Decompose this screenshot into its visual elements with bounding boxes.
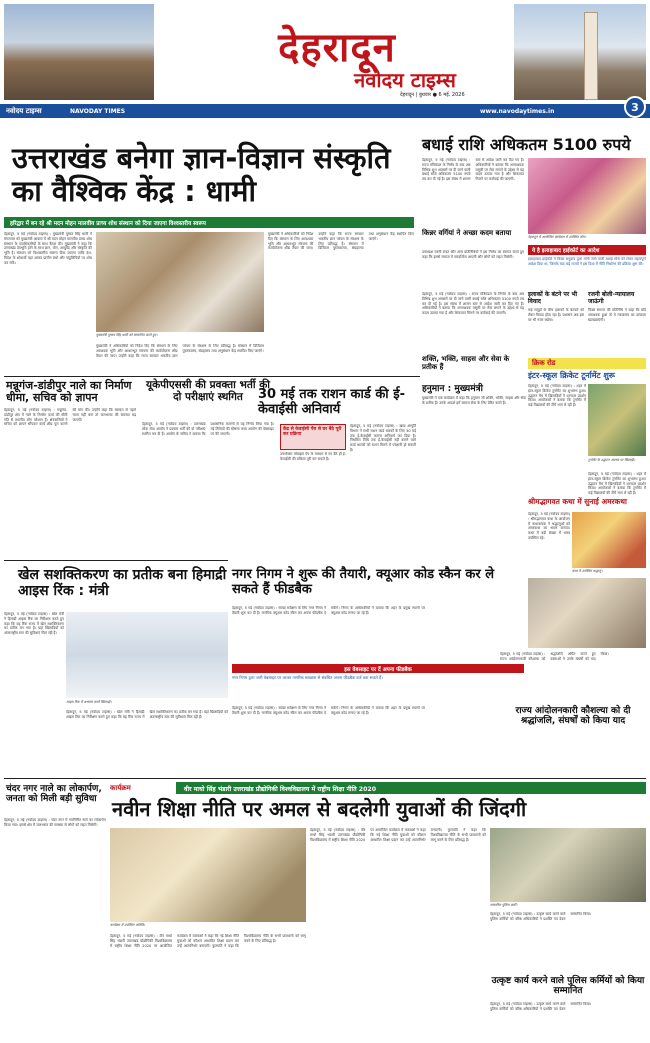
- bonus-photo: [528, 158, 646, 234]
- hc-col1-body: कई समूहों के बीच इलाकों के बंटवारे को लेकर विवाद होता रहा है। प्रशासन अब इस पर भी नजर रखेगा।: [528, 308, 584, 322]
- bonus-photo-caption: देहरादून में आयोजित कार्यक्रम में उपस्थित लोग।: [528, 235, 587, 239]
- masthead-photo-right: [514, 4, 646, 100]
- divider: [4, 560, 228, 561]
- page-number: 3: [631, 100, 639, 114]
- nep-photo-caption: कार्यक्रम में उपस्थित अतिथि।: [110, 923, 146, 927]
- icerink-body: देहरादून, 5 मई (नवोदय टाइम्स) : खेल मंत्री ने हिमाद्री आइस रिंक का निरीक्षण करते हुए कहा कि यह रिंक राज्य में खेल सशक्तिकरण का प्रतीक बन गया है। यहां खिलाड़ियों को अंतरराष्ट्रीय स्तर की सुविधाएं मिल रही हैं।: [4, 612, 64, 636]
- lead-strap-text: हरिद्वार में बन रहे श्री मदन मोहन मालवीय प्राच्य शोध संस्थान को दिया जाएगा विश्वस्तरीय स्वरूप: [10, 220, 206, 227]
- icerink-body-cont: देहरादून, 5 मई (नवोदय टाइम्स) : खेल मंत्री ने हिमाद्री आइस रिंक का निरीक्षण करते हुए कहा कि यह रिंक राज्य में खेल सशक्तिकरण का प्रतीक बन गया है। यहां खिलाड़ियों को अंतरराष्ट्रीय स्तर की सुविधाएं मिल रही हैं।: [66, 710, 228, 719]
- lead-body-c: मुख्यमंत्री ने अधिकारियों को निर्देश दिए कि संस्थान के लिए आवश्यक भूमि और आधारभूत संरचना की कार्ययोजना शीघ्र तैयार की जाए। उन्होंने कहा कि राज्य सरकार भारतीय ज्ञान परंपरा के संरक्षण के लिए प्रतिबद्ध है। संस्थान में डिजिटल पुस्तकालय, संग्रहालय तथा अनुसंधान केंद्र स्थापित किए जाएंगे।: [96, 344, 264, 358]
- bonus-headline: बधाई राशि अधिकतम 5100 रुपये: [422, 135, 631, 154]
- masthead-brand-mid: NAVODAY TIMES: [70, 107, 126, 115]
- kinnar-headline: किन्नर वर्गियां ने अच्छा कदम बताया: [422, 229, 512, 237]
- chandar-headline: चंदर नगर नाले का लोकार्पण, जनता को मिली बड़ी सुविधा: [6, 784, 102, 805]
- masthead: [0, 0, 650, 132]
- kinnar-body: उपाध्यक्ष रजनी रावत और अन्य प्रतिनिधियों ने इस निर्णय का स्वागत करते हुए कहा कि इससे समाज में पारदर्शिता आएगी और लोगों को राहत मिलेगी।: [422, 250, 524, 259]
- amarkatha-photo: [572, 512, 646, 568]
- nep-kicker: कार्यक्रम: [110, 783, 131, 792]
- lead-strap: [4, 217, 414, 228]
- cricket-photo: [588, 384, 646, 456]
- amarkatha-body: देहरादून, 5 मई (नवोदय टाइम्स) : श्रीमद्भागवत कथा के आयोजन में कथावाचक ने श्रद्धालुओं को अमरकथा का श्रवण कराया। कथा में बड़ी संख्या में भक्त उपस्थित रहे।: [528, 512, 570, 540]
- masthead-dateline: देहरादून | बुधवार ● 6 मई, 2026: [400, 92, 465, 98]
- ukpsc-headline: यूकेपीएससी की प्रवक्ता भर्ती की दो परीक्षाएं स्थगित: [146, 379, 270, 403]
- nep-kicker-box: [110, 782, 174, 794]
- hanuman-body: मुख्यमंत्री ने एक कार्यक्रम में कहा कि हनुमान जी शक्ति, भक्ति, साहस और सेवा के प्रतीक हैं। उनके आदर्श हमें समाज सेवा के लिए प्रेरित करते हैं।: [422, 396, 526, 405]
- bonus-body: देहरादून, 5 मई (नवोदय टाइम्स) : राज्य मंत्रिमंडल के निर्णय के बाद अब विभिन्न शुभ अवसरों पर दी जाने वाली बधाई राशि अधिकतम 5100 रुपये तय कर दी गई है। इस संबंध में शासन स्तर से आदेश जारी कर दिए गए हैं। अधिकारियों ने बताया कि अनावश्यक वसूली पर रोक लगाने के उद्देश्य से यह कदम उठाया गया है और शिकायत मिलने पर कार्रवाई की जाएगी।: [422, 158, 524, 182]
- cricket-body: देहरादून, 5 मई (नवोदय टाइम्स) : शहर में इंटर-स्कूल क्रिकेट टूर्नामेंट का शुभारंभ हुआ। उद्घाटन मैच में खिलाड़ियों ने शानदार प्रदर्शन किया। आयोजकों ने बताया कि टूर्नामेंट में कई विद्यालयों की टीमें भाग ले रही हैं।: [528, 384, 586, 408]
- icerink-headline: खेल सशक्तिकरण का प्रतीक बना हिमाद्री आइस रिंक : मंत्री: [18, 567, 227, 599]
- divider: [4, 376, 420, 377]
- rajya-photo: [528, 578, 646, 648]
- lead-body-b: मुख्यमंत्री ने अधिकारियों को निर्देश दिए कि संस्थान के लिए आवश्यक भूमि और आधारभूत संरचना की कार्ययोजना शीघ्र तैयार की जाए। उन्होंने कहा कि राज्य सरकार भारतीय ज्ञान परंपरा के संरक्षण के लिए प्रतिबद्ध है। संस्थान में डिजिटल पुस्तकालय, संग्रहालय तथा अनुसंधान केंद्र स्थापित किए जाएंगे।: [268, 232, 414, 251]
- hc-body: इलाहाबाद हाईकोर्ट ने किन्नर समुदाय द्वारा मांगी जाने वाली बधाई राशि को लेकर महत्वपूर्ण आदेश दिया था, जिसके बाद कई राज्यों ने इस दिशा में नीति निर्धारण की प्रक्रिया शुरू की।: [528, 257, 646, 266]
- hanuman-subheadline: हनुमान : मुख्यमंत्री: [422, 384, 483, 394]
- cricket-strap: [528, 358, 646, 369]
- chandar-body: देहरादून, 5 मई (नवोदय टाइम्स) : चंदर नगर में नवनिर्मित नाले का लोकार्पण किया गया। इससे क्षेत्र में जलभराव की समस्या से लोगों को राहत मिलेगी।: [4, 818, 106, 827]
- icerink-photo: [66, 612, 228, 698]
- ration-headline: 30 मई तक राशन कार्ड की ई-केवाईसी अनिवार्य: [258, 387, 405, 417]
- ration-box-body: उपभोक्ता मोबाइल ऐप के माध्यम से घर बैठे ही ई-केवाईसी की प्रक्रिया पूरी कर सकते हैं।: [280, 452, 346, 461]
- nagar-box-body: नगर निगम द्वारा जारी वेबसाइट पर जाकर नागरिक स्वच्छता से संबंधित अपना फीडबैक दर्ज करा सकते हैं।: [232, 675, 383, 680]
- page-number-badge: [624, 96, 646, 118]
- cricket-photo-caption: टूर्नामेंट के उद्घाटन अवसर पर खिलाड़ी।: [588, 458, 636, 462]
- drain-headline: मन्नूगंज-डांडीपुर नाले का निर्माण धीमा, सचिव को ज्ञापन: [6, 379, 132, 405]
- cricket-headline: इंटर-स्कूल क्रिकेट टूर्नामेंट शुरू: [528, 371, 615, 380]
- icerink-photo-caption: आइस रिंक में अभ्यास करते खिलाड़ी।: [66, 700, 112, 704]
- hc-col2-headline: रजनी बोली-न्यायालय जाऊंगी: [588, 291, 635, 305]
- nagar-headline: नगर निगम ने शुरू की तैयारी, क्यूआर कोड स्कैन कर ले सकते हैं फीडबैक: [232, 567, 495, 597]
- amarkatha-photo-caption: कथा में उपस्थित श्रद्धालु।: [572, 569, 603, 573]
- hc-strap-text: ये है इलाहाबाद हाईकोर्ट का आदेश: [532, 248, 600, 254]
- nep-body-right: देहरादून, 5 मई (नवोदय टाइम्स) : वीर माधो सिंह भंडारी उत्तराखंड प्रौद्योगिकी विश्वविद्यालय में राष्ट्रीय शिक्षा नीति 2020 पर आयोजित कार्यक्रम में वक्ताओं ने कहा कि नई शिक्षा नीति युवाओं को कौशल आधारित शिक्षा प्रदान कर उन्हें आत्मनिर्भर बनाएगी। कुलपति ने कहा कि विश्वविद्यालय नीति के सभी प्रावधानों को लागू करने के लिए प्रतिबद्ध है।: [310, 828, 486, 842]
- masthead-brand-left: नवोदय टाइम्स: [6, 106, 42, 115]
- ration-box-headline: केंद्र से केवाईसी पेंच से घर बैठे पूरी कर प्रक्रिया: [283, 427, 342, 438]
- nagar-body-cont: देहरादून, 5 मई (नवोदय टाइम्स) : स्वच्छ सर्वेक्षण के लिए नगर निगम ने तैयारी शुरू कर दी है। नागरिक क्यूआर कोड स्कैन कर अपना फीडबैक दे सकेंगे। निगम के अधिकारियों ने बताया कि शहर के प्रमुख स्थानों पर क्यूआर कोड लगाए जा रहे हैं।: [232, 706, 425, 715]
- drain-body: देहरादून, 5 मई (नवोदय टाइम्स) : मन्नूगंज-डांडीपुर क्षेत्र में नाले के निर्माण कार्य की धीमी गति से स्थानीय लोग परेशान हैं। क्षेत्रवासियों ने सचिव को ज्ञापन सौंपकर कार्य शीघ्र पूरा कराने की मांग की। उन्होंने कहा कि बरसात से पहले नाला नहीं बना तो जलभराव की समस्या बढ़ जाएगी।: [4, 408, 136, 427]
- lead-body-a: देहरादून, 5 मई (नवोदय टाइम्स) : मुख्यमंत्री पुष्कर सिंह धामी ने मंगलवार को मुख्यमंत्री आवास में श्री मदन मोहन मालवीय प्राच्य शोध संस्थान के पदाधिकारियों के साथ बैठक की। मुख्यमंत्री ने कहा कि उत्तराखंड देवभूमि होने के साथ ज्ञान, योग, आयुर्वेद और संस्कृति की भूमि है। संस्थान को विश्वस्तरीय स्वरूप दिया जाएगा ताकि देश-विदेश के शोधार्थी यहां आकर प्राचीन ग्रंथों और पांडुलिपियों पर शोध कर सकें।: [4, 232, 92, 265]
- hanuman-headline: शक्ति, भक्ति, साहस और सेवा के प्रतीक हैं: [422, 355, 510, 371]
- hc-col2-body: किन्नर समाज की प्रतिनिधि ने कहा कि यदि आवश्यक हुआ तो वे न्यायालय का दरवाजा खटखटाएंगी।: [588, 308, 646, 322]
- nep-strap-box: [176, 782, 646, 794]
- amarkatha-headline: श्रीमद्भागवत कथा में सुनाई अमरकथा: [528, 497, 627, 506]
- hc-strap: [528, 245, 646, 255]
- police-photo-caption: सम्मानित पुलिस कर्मी।: [490, 903, 518, 907]
- nep-photo: [110, 828, 306, 922]
- cricket-body-cont: देहरादून, 5 मई (नवोदय टाइम्स) : शहर में इंटर-स्कूल क्रिकेट टूर्नामेंट का शुभारंभ हुआ। उद्घाटन मैच में खिलाड़ियों ने शानदार प्रदर्शन किया। आयोजकों ने बताया कि टूर्नामेंट में कई विद्यालयों की टीमें भाग ले रही हैं।: [588, 472, 646, 496]
- nagar-box-strap: [232, 664, 524, 673]
- police-headline: उत्कृष्ट कार्य करने वाले पुलिस कर्मियों को किया सम्मानित: [491, 976, 645, 997]
- nagar-body: देहरादून, 5 मई (नवोदय टाइम्स) : स्वच्छ सर्वेक्षण के लिए नगर निगम ने तैयारी शुरू कर दी है। नागरिक क्यूआर कोड स्कैन कर अपना फीडबैक दे सकेंगे। निगम के अधिकारियों ने बताया कि शहर के प्रमुख स्थानों पर क्यूआर कोड लगाए जा रहे हैं।: [232, 606, 425, 615]
- lead-photo: [96, 232, 264, 332]
- masthead-title: देहरादून: [278, 25, 396, 71]
- nagar-box-headline: इस वेबसाइट पर दें अपना फीडबैक: [344, 666, 412, 673]
- rajya-body: देहरादून, 5 मई (नवोदय टाइम्स) : राज्य आंदोलनकारी कौशल्या को श्रद्धांजलि अर्पित करते हुए वक्ताओं ने उनके संघर्षों को याद किया।: [500, 652, 609, 661]
- police-photo: [490, 828, 646, 902]
- masthead-photo-left: [4, 4, 154, 100]
- lead-headline: उत्तराखंड बनेगा ज्ञान-विज्ञान संस्कृति का वैश्विक केंद्र : धामी: [12, 141, 391, 208]
- ration-box: [280, 424, 346, 450]
- police-body: देहरादून, 5 मई (नवोदय टाइम्स) : उत्कृष्ट कार्य करने वाले पुलिस कर्मियों को वरिष्ठ अधिकारियों ने प्रशस्ति पत्र देकर सम्मानित किया।: [490, 912, 592, 921]
- cricket-strap-text: क्रिक रोड: [532, 358, 556, 367]
- rajya-headline: राज्य आंदोलनकारी कौशल्या को दी श्रद्धांजलि, संघर्षों को किया याद: [515, 706, 631, 727]
- masthead-website: www.navodaytimes.in: [480, 107, 555, 115]
- bonus-body-cont: देहरादून, 5 मई (नवोदय टाइम्स) : राज्य मंत्रिमंडल के निर्णय के बाद अब विभिन्न शुभ अवसरों पर दी जाने वाली बधाई राशि अधिकतम 5100 रुपये तय कर दी गई है। इस संबंध में शासन स्तर से आदेश जारी कर दिए गए हैं। अधिकारियों ने बताया कि अनावश्यक वसूली पर रोक लगाने के उद्देश्य से यह कदम उठाया गया है और शिकायत मिलने पर कार्रवाई की जाएगी।: [422, 292, 524, 316]
- ration-body: देहरादून, 5 मई (नवोदय टाइम्स) : खाद्य आपूर्ति विभाग ने सभी राशन कार्ड धारकों के लिए 30 मई तक ई-केवाईसी कराना अनिवार्य कर दिया है। निर्धारित तिथि तक ई-केवाईसी नहीं कराने वाले कार्ड धारकों को राशन मिलने में परेशानी हो सकती है।: [350, 424, 416, 452]
- ukpsc-body: देहरादून, 5 मई (नवोदय टाइम्स) : उत्तराखंड लोक सेवा आयोग ने प्रवक्ता भर्ती की दो परीक्षाएं स्थगित कर दी हैं। आयोग के सचिव ने बताया कि प्रशासनिक कारणों से यह निर्णय लिया गया है। नई तिथियों की घोषणा जल्द आयोग की वेबसाइट पर की जाएगी।: [142, 422, 274, 436]
- nep-strap: वीर माधो सिंह भंडारी उत्तराखंड प्रौद्योगिकी विश्वविद्यालय में राष्ट्रीय शिक्षा नीति 2020: [184, 785, 376, 793]
- lead-photo-caption: मुख्यमंत्री पुष्कर सिंह धामी को सम्मानित करते हुए।: [96, 333, 158, 337]
- nep-headline: नवीन शिक्षा नीति पर अमल से बदलेगी युवाओं की जिंदगी: [112, 797, 527, 821]
- hc-col1-headline: इलाकों के बंटने पर भी विवाद: [528, 291, 578, 305]
- nep-body-bottom: देहरादून, 5 मई (नवोदय टाइम्स) : वीर माधो सिंह भंडारी उत्तराखंड प्रौद्योगिकी विश्वविद्यालय में राष्ट्रीय शिक्षा नीति 2020 पर आयोजित कार्यक्रम में वक्ताओं ने कहा कि नई शिक्षा नीति युवाओं को कौशल आधारित शिक्षा प्रदान कर उन्हें आत्मनिर्भर बनाएगी। कुलपति ने कहा कि विश्वविद्यालय नीति के सभी प्रावधानों को लागू करने के लिए प्रतिबद्ध है।: [110, 934, 306, 948]
- police-body-cont: देहरादून, 5 मई (नवोदय टाइम्स) : उत्कृष्ट कार्य करने वाले पुलिस कर्मियों को वरिष्ठ अधिकारियों ने प्रशस्ति पत्र देकर सम्मानित किया।: [490, 1002, 592, 1011]
- divider: [4, 778, 646, 779]
- masthead-subtitle: नवोदय टाइम्स: [354, 68, 456, 92]
